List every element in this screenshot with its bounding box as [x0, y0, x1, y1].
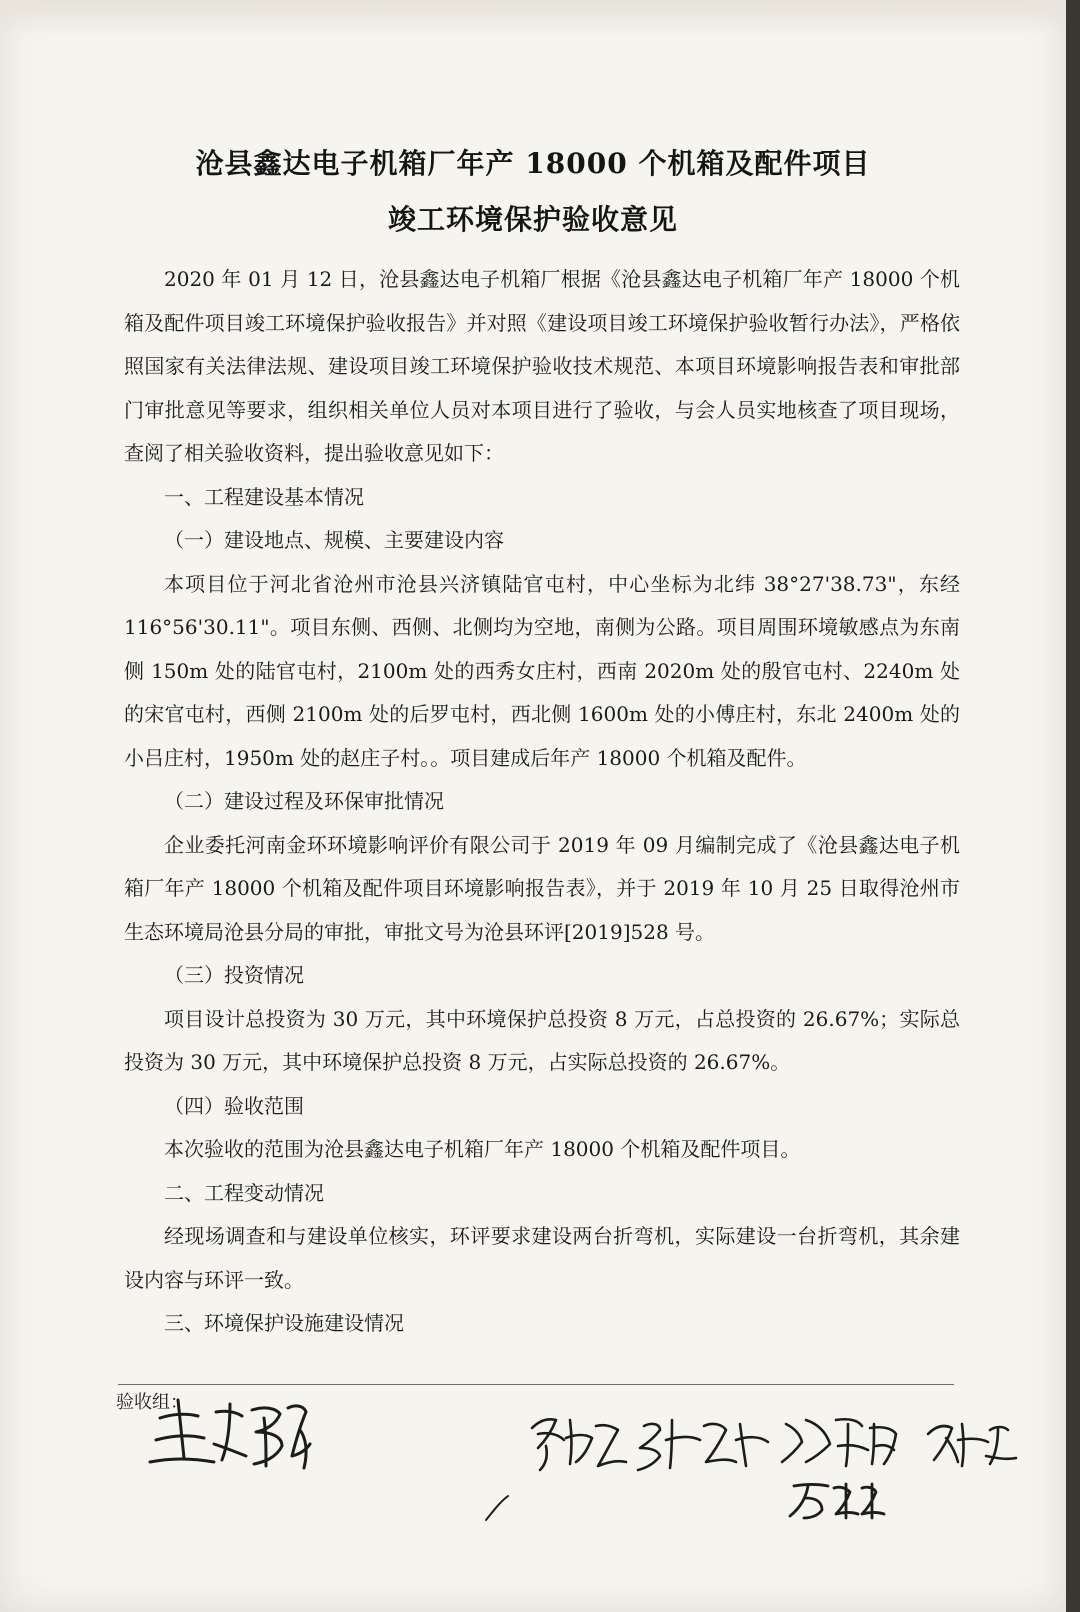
signature-5: [928, 1424, 1016, 1466]
section-1-3-text: 项目设计总投资为 30 万元，其中环境保护总投资 8 万元，占总投资的 26.67%；实际总投资为 30 万元，其中环境保护总投资 8 万元，占实际总投资的 26.67%。: [124, 1006, 960, 1074]
signature-2: [532, 1419, 626, 1470]
section-1-3-heading: （三）投资情况: [164, 963, 304, 987]
signature-6: [790, 1484, 884, 1518]
signature-divider: [118, 1384, 954, 1385]
section-1-1-heading: （一）建设地点、规模、主要建设内容: [164, 528, 504, 552]
section-3-heading: 三、环境保护设施建设情况: [164, 1311, 404, 1335]
signature-3: [638, 1420, 768, 1470]
signature-4: [782, 1419, 896, 1466]
document-body: [124, 258, 960, 1346]
section-1-4-text: 本次验收的范围为沧县鑫达电子机箱厂年产 18000 个机箱及配件项目。: [164, 1137, 801, 1161]
section-1-4-heading: （四）验收范围: [164, 1093, 304, 1118]
document-title-line2: 竣工环境保护验收意见: [387, 203, 678, 236]
section-2-text: 经现场调查和与建设单位核实，环评要求建设两台折弯机，实际建设一台折弯机，其余建设内容与环评一致。: [124, 1224, 960, 1292]
section-1-heading: 一、工程建设基本情况: [164, 484, 364, 509]
inspection-team-label: 验收组：: [116, 1392, 188, 1413]
section-1-2-text: 企业委托河南金环环境影响评价有限公司于 2019 年 09 月编制完成了《沧县鑫达电子机箱厂年产 18000 个机箱及配件项目环境影响报告表》，并于 2019 年 10 月 25 日取得沧州市生态环境局沧县分局的审批，审批文号为沧县环评[2019]528 号。: [124, 832, 960, 944]
section-1-1-text: 本项目位于河北省沧州市沧县兴济镇陆官屯村，中心坐标为北纬 38°27'38.73"，东经 116°56'30.11"。项目东侧、西侧、北侧均为空地，南侧为公路。项目周围环境敏感点为东南侧 150m 处的陆官屯村，2100m 处的西秀女庄村，西南 2020m 处的殷官屯村、2240m 处的宋官屯村，西侧 2100m 处的后罗屯村，西北侧 1600m 处的小傅庄村，东北 2400m 处的小吕庄村，1950m 处的赵庄子村。。项目建成后年产 18000 个机箱及配件。: [124, 571, 960, 770]
document-title-line1: 沧县鑫达电子机箱厂年产 18000 个机箱及配件项目: [195, 147, 871, 180]
pen-mark: [486, 1496, 508, 1520]
section-2-heading: 二、工程变动情况: [164, 1180, 324, 1205]
intro-paragraph: 2020 年 01 月 12 日，沧县鑫达电子机箱厂根据《沧县鑫达电子机箱厂年产 18000 个机箱及配件项目竣工环境保护验收报告》并对照《建设项目竣工环境保护验收暂行办法》，严格依照国家有关法律法规、建设项目竣工环境保护验收技术规范、本项目环境影响报告表和审批部门审批意见等要求，组织相关单位人员对本项目进行了验收，与会人员实地核查了项目现场，查阅了相关验收资料，提出验收意见如下：: [124, 267, 960, 465]
section-1-2-heading: （二）建设过程及环保审批情况: [164, 789, 444, 813]
